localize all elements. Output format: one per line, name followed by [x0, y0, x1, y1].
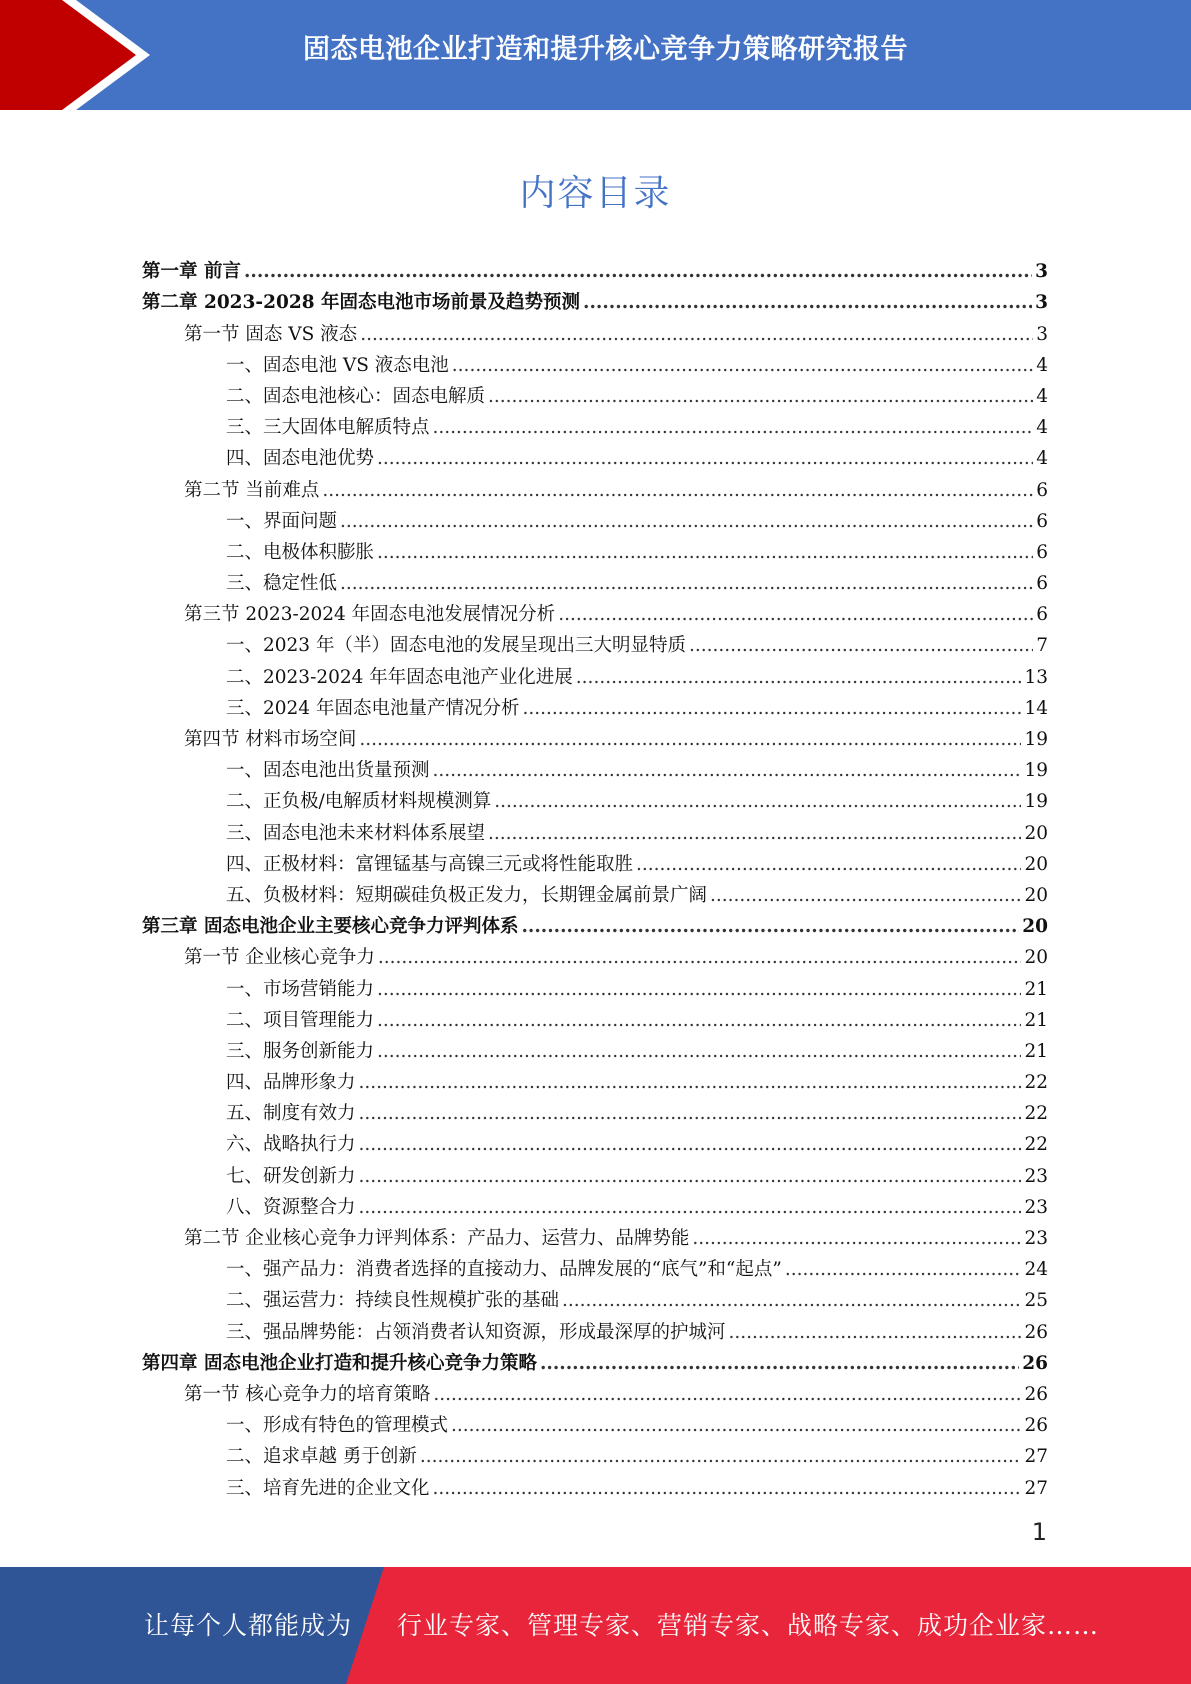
toc-entry-title: 三、2024 年固态电池量产情况分析 — [226, 697, 520, 719]
toc-entry[interactable] — [142, 1314, 1048, 1345]
toc-entry-page: 3 — [1036, 323, 1048, 345]
toc-dot-leader — [359, 1195, 1022, 1221]
toc-dot-leader — [785, 1257, 1022, 1283]
toc-dot-leader — [433, 758, 1022, 784]
toc-dot-leader — [340, 571, 1033, 597]
toc-entry-page: 21 — [1024, 1009, 1048, 1031]
toc-entry-page: 4 — [1036, 448, 1048, 470]
toc-entry[interactable] — [142, 1221, 1048, 1252]
toc-entry-title: 一、市场营销能力 — [226, 978, 375, 1000]
toc-entry-title: 第二节 企业核心竞争力评判体系：产品力、运营力、品牌势能 — [184, 1228, 690, 1249]
toc-entry[interactable] — [142, 1190, 1048, 1221]
toc-entry-page: 23 — [1024, 1196, 1048, 1218]
toc-entry-title: 三、服务创新能力 — [226, 1040, 375, 1062]
toc-entry[interactable] — [142, 940, 1048, 971]
toc-entry[interactable] — [142, 504, 1048, 535]
toc-entry[interactable] — [142, 815, 1048, 846]
toc-entry-page: 20 — [1024, 853, 1048, 875]
toc-entry-page: 26 — [1024, 1383, 1048, 1405]
toc-entry-page: 24 — [1024, 1259, 1048, 1281]
toc-entry-title: 第四章 固态电池企业打造和提升核心竞争力策略 — [142, 1352, 537, 1374]
toc-dot-leader — [377, 1039, 1021, 1065]
toc-dot-leader — [522, 696, 1021, 722]
toc-entry-title: 第一节 核心竞争力的培育策略 — [184, 1383, 431, 1405]
toc-entry-page: 20 — [1024, 822, 1048, 844]
toc-entry[interactable] — [142, 254, 1048, 285]
toc-dot-leader — [359, 1070, 1022, 1096]
toc-entry-page: 20 — [1024, 947, 1048, 969]
toc-entry-title: 第二章 2023-2028 年固态电池市场前景及趋势预测 — [142, 292, 581, 314]
toc-entry-page: 6 — [1036, 573, 1048, 595]
toc-dot-leader — [420, 1444, 1022, 1470]
toc-dot-leader — [359, 727, 1021, 753]
toc-entry[interactable] — [142, 1127, 1048, 1158]
toc-dot-leader — [452, 353, 1033, 379]
toc-entry-title: 二、正负极/电解质材料规模测算 — [226, 791, 492, 813]
toc-entry-page: 23 — [1024, 1165, 1048, 1187]
toc-entry[interactable] — [142, 1439, 1048, 1470]
toc-entry-page: 20 — [1024, 884, 1048, 906]
toc-entry-title: 四、固态电池优势 — [226, 448, 375, 470]
toc-entry[interactable] — [142, 410, 1048, 441]
toc-dot-leader — [340, 509, 1033, 535]
toc-entry[interactable] — [142, 1283, 1048, 1314]
toc-dot-leader — [562, 1288, 1021, 1314]
toc-entry-title: 三、培育先进的企业文化 — [226, 1477, 430, 1499]
toc-entry-page: 7 — [1036, 635, 1048, 657]
toc-entry-title: 三、三大固体电解质特点 — [226, 417, 430, 439]
toc-entry-title: 六、战略执行力 — [226, 1134, 356, 1156]
toc-entry-page: 25 — [1024, 1290, 1048, 1312]
toc-entry-title: 第三节 2023-2024 年固态电池发展情况分析 — [184, 604, 556, 626]
footer-slogan-right: 行业专家、管理专家、营销专家、战略专家、成功企业家…… — [397, 1611, 1100, 1640]
toc-entry-title: 一、固态电池 VS 液态电池 — [226, 354, 449, 376]
toc-entry[interactable] — [142, 316, 1048, 347]
toc-dot-leader — [359, 1132, 1022, 1158]
toc-entry[interactable] — [142, 691, 1048, 722]
toc-entry[interactable] — [142, 285, 1048, 316]
toc-dot-leader — [451, 1413, 1021, 1439]
toc-entry-title: 五、负极材料：短期碳硅负极正发力，长期锂金属前景广阔 — [226, 884, 708, 906]
toc-entry[interactable] — [142, 722, 1048, 753]
toc-entry-title: 第四节 材料市场空间 — [184, 729, 357, 750]
footer-slogan-left: 让每个人都能成为 — [144, 1611, 353, 1640]
toc-dot-leader — [494, 789, 1021, 815]
toc-entry[interactable] — [142, 1470, 1048, 1501]
toc-entry-title: 一、固态电池出货量预测 — [226, 760, 430, 782]
toc-entry-page: 23 — [1024, 1228, 1048, 1249]
toc-entry-page: 20 — [1022, 916, 1048, 938]
toc-dot-leader — [521, 914, 1019, 940]
toc-entry-title: 八、资源整合力 — [226, 1196, 356, 1218]
toc-entry-page: 6 — [1036, 510, 1048, 532]
toc-entry[interactable] — [142, 878, 1048, 909]
toc-dot-leader — [244, 259, 1032, 285]
toc-entry[interactable] — [142, 659, 1048, 690]
toc-entry[interactable] — [142, 566, 1048, 597]
toc-entry-title: 二、追求卓越 勇于创新 — [226, 1446, 417, 1468]
toc-entry-title: 二、电极体积膨胀 — [226, 541, 375, 563]
toc-entry-title: 二、强运营力：持续良性规模扩张的基础 — [226, 1290, 560, 1312]
toc-dot-leader — [433, 415, 1034, 441]
header-banner — [0, 0, 1191, 110]
toc-entry-page: 26 — [1024, 1321, 1048, 1343]
toc-entry-page: 6 — [1036, 479, 1048, 501]
toc-entry-title: 三、固态电池未来材料体系展望 — [226, 822, 486, 844]
toc-dot-leader — [378, 945, 1022, 971]
toc-entry-page: 27 — [1024, 1446, 1048, 1468]
toc-entry-page: 4 — [1036, 417, 1048, 439]
toc-entry[interactable] — [142, 784, 1048, 815]
toc-entry-title: 七、研发创新力 — [226, 1165, 356, 1187]
toc-dot-leader — [583, 290, 1032, 316]
toc-entry[interactable] — [142, 1252, 1048, 1283]
toc-entry[interactable] — [142, 753, 1048, 784]
table-of-contents — [142, 254, 1048, 1502]
toc-entry-page: 6 — [1036, 604, 1048, 626]
toc-entry-page: 21 — [1024, 978, 1048, 1000]
toc-entry-title: 三、稳定性低 — [226, 573, 338, 595]
toc-entry[interactable] — [142, 1346, 1048, 1377]
toc-entry-title: 四、正极材料：富锂锰基与高镍三元或将性能取胜 — [226, 853, 634, 875]
toc-entry-title: 第一节 企业核心竞争力 — [184, 947, 375, 969]
toc-entry[interactable] — [142, 441, 1048, 472]
toc-entry[interactable] — [142, 1003, 1048, 1034]
toc-entry[interactable] — [142, 535, 1048, 566]
toc-dot-leader — [558, 602, 1033, 628]
toc-entry-page: 3 — [1035, 292, 1048, 314]
toc-dot-leader — [636, 852, 1021, 878]
toc-dot-leader — [692, 1226, 1021, 1252]
toc-entry-page: 27 — [1024, 1477, 1048, 1499]
toc-dot-leader — [433, 1476, 1022, 1502]
report-title: 固态电池企业打造和提升核心竞争力策略研究报告 — [303, 34, 908, 65]
toc-entry-title: 第一章 前言 — [142, 261, 241, 283]
toc-entry[interactable] — [142, 628, 1048, 659]
toc-entry-page: 21 — [1024, 1040, 1048, 1062]
toc-entry[interactable] — [142, 1065, 1048, 1096]
toc-entry[interactable] — [142, 1096, 1048, 1127]
toc-entry[interactable] — [142, 597, 1048, 628]
toc-dot-leader — [729, 1320, 1022, 1346]
toc-dot-leader — [377, 977, 1021, 1003]
toc-dot-leader — [377, 446, 1033, 472]
toc-dot-leader — [322, 478, 1033, 504]
toc-entry-title: 第一节 固态 VS 液态 — [184, 323, 358, 345]
toc-entry-page: 26 — [1022, 1352, 1048, 1374]
toc-entry[interactable] — [142, 1158, 1048, 1189]
toc-dot-leader — [360, 322, 1033, 348]
page-number: 1 — [1031, 1518, 1047, 1546]
toc-entry-title: 一、2023 年（半）固态电池的发展呈现出三大明显特质 — [226, 635, 686, 657]
toc-entry-page: 26 — [1024, 1415, 1048, 1437]
toc-entry[interactable] — [142, 971, 1048, 1002]
toc-entry-page: 13 — [1024, 666, 1048, 688]
toc-entry[interactable] — [142, 1034, 1048, 1065]
toc-dot-leader — [377, 1008, 1021, 1034]
toc-entry-page: 6 — [1036, 541, 1048, 563]
footer-banner — [0, 1567, 1191, 1684]
toc-dot-leader — [377, 540, 1033, 566]
toc-dot-leader — [710, 883, 1021, 909]
toc-entry-page: 4 — [1036, 385, 1048, 407]
toc-entry[interactable] — [142, 472, 1048, 503]
toc-entry[interactable] — [142, 909, 1048, 940]
toc-entry[interactable] — [142, 847, 1048, 878]
toc-entry[interactable] — [142, 348, 1048, 379]
toc-entry-title: 第二节 当前难点 — [184, 479, 320, 501]
toc-entry-title: 一、形成有特色的管理模式 — [226, 1415, 449, 1437]
toc-entry-title: 一、强产品力：消费者选择的直接动力、品牌发展的“底气”和“起点” — [226, 1259, 782, 1281]
toc-dot-leader — [433, 1382, 1021, 1408]
toc-entry-page: 4 — [1036, 354, 1048, 376]
toc-entry[interactable] — [142, 1377, 1048, 1408]
toc-dot-leader — [488, 384, 1033, 410]
toc-entry-title: 五、制度有效力 — [226, 1103, 356, 1125]
toc-dot-leader — [359, 1164, 1022, 1190]
toc-entry-page: 19 — [1024, 729, 1048, 750]
toc-entry-page: 14 — [1024, 697, 1048, 719]
toc-entry-title: 二、固态电池核心：固态电解质 — [226, 385, 486, 407]
toc-dot-leader — [689, 633, 1033, 659]
toc-entry-title: 二、项目管理能力 — [226, 1009, 375, 1031]
toc-entry-page: 22 — [1024, 1072, 1048, 1094]
toc-entry-page: 22 — [1024, 1103, 1048, 1125]
toc-dot-leader — [540, 1351, 1019, 1377]
toc-entry-title: 一、界面问题 — [226, 510, 338, 532]
toc-entry[interactable] — [142, 1408, 1048, 1439]
toc-dot-leader — [488, 821, 1021, 847]
toc-entry[interactable] — [142, 379, 1048, 410]
toc-heading: 内容目录 — [519, 173, 672, 214]
toc-entry-page: 19 — [1024, 760, 1048, 782]
toc-entry-title: 四、品牌形象力 — [226, 1072, 356, 1094]
toc-entry-title: 三、强品牌势能：占领消费者认知资源，形成最深厚的护城河 — [226, 1321, 726, 1343]
toc-entry-page: 22 — [1024, 1134, 1048, 1156]
toc-dot-leader — [576, 665, 1022, 691]
toc-entry-page: 3 — [1035, 261, 1048, 283]
toc-entry-page: 19 — [1024, 791, 1048, 813]
toc-dot-leader — [359, 1101, 1022, 1127]
toc-entry-title: 第三章 固态电池企业主要核心竞争力评判体系 — [142, 916, 519, 938]
toc-entry-title: 二、2023-2024 年年固态电池产业化进展 — [226, 666, 573, 688]
